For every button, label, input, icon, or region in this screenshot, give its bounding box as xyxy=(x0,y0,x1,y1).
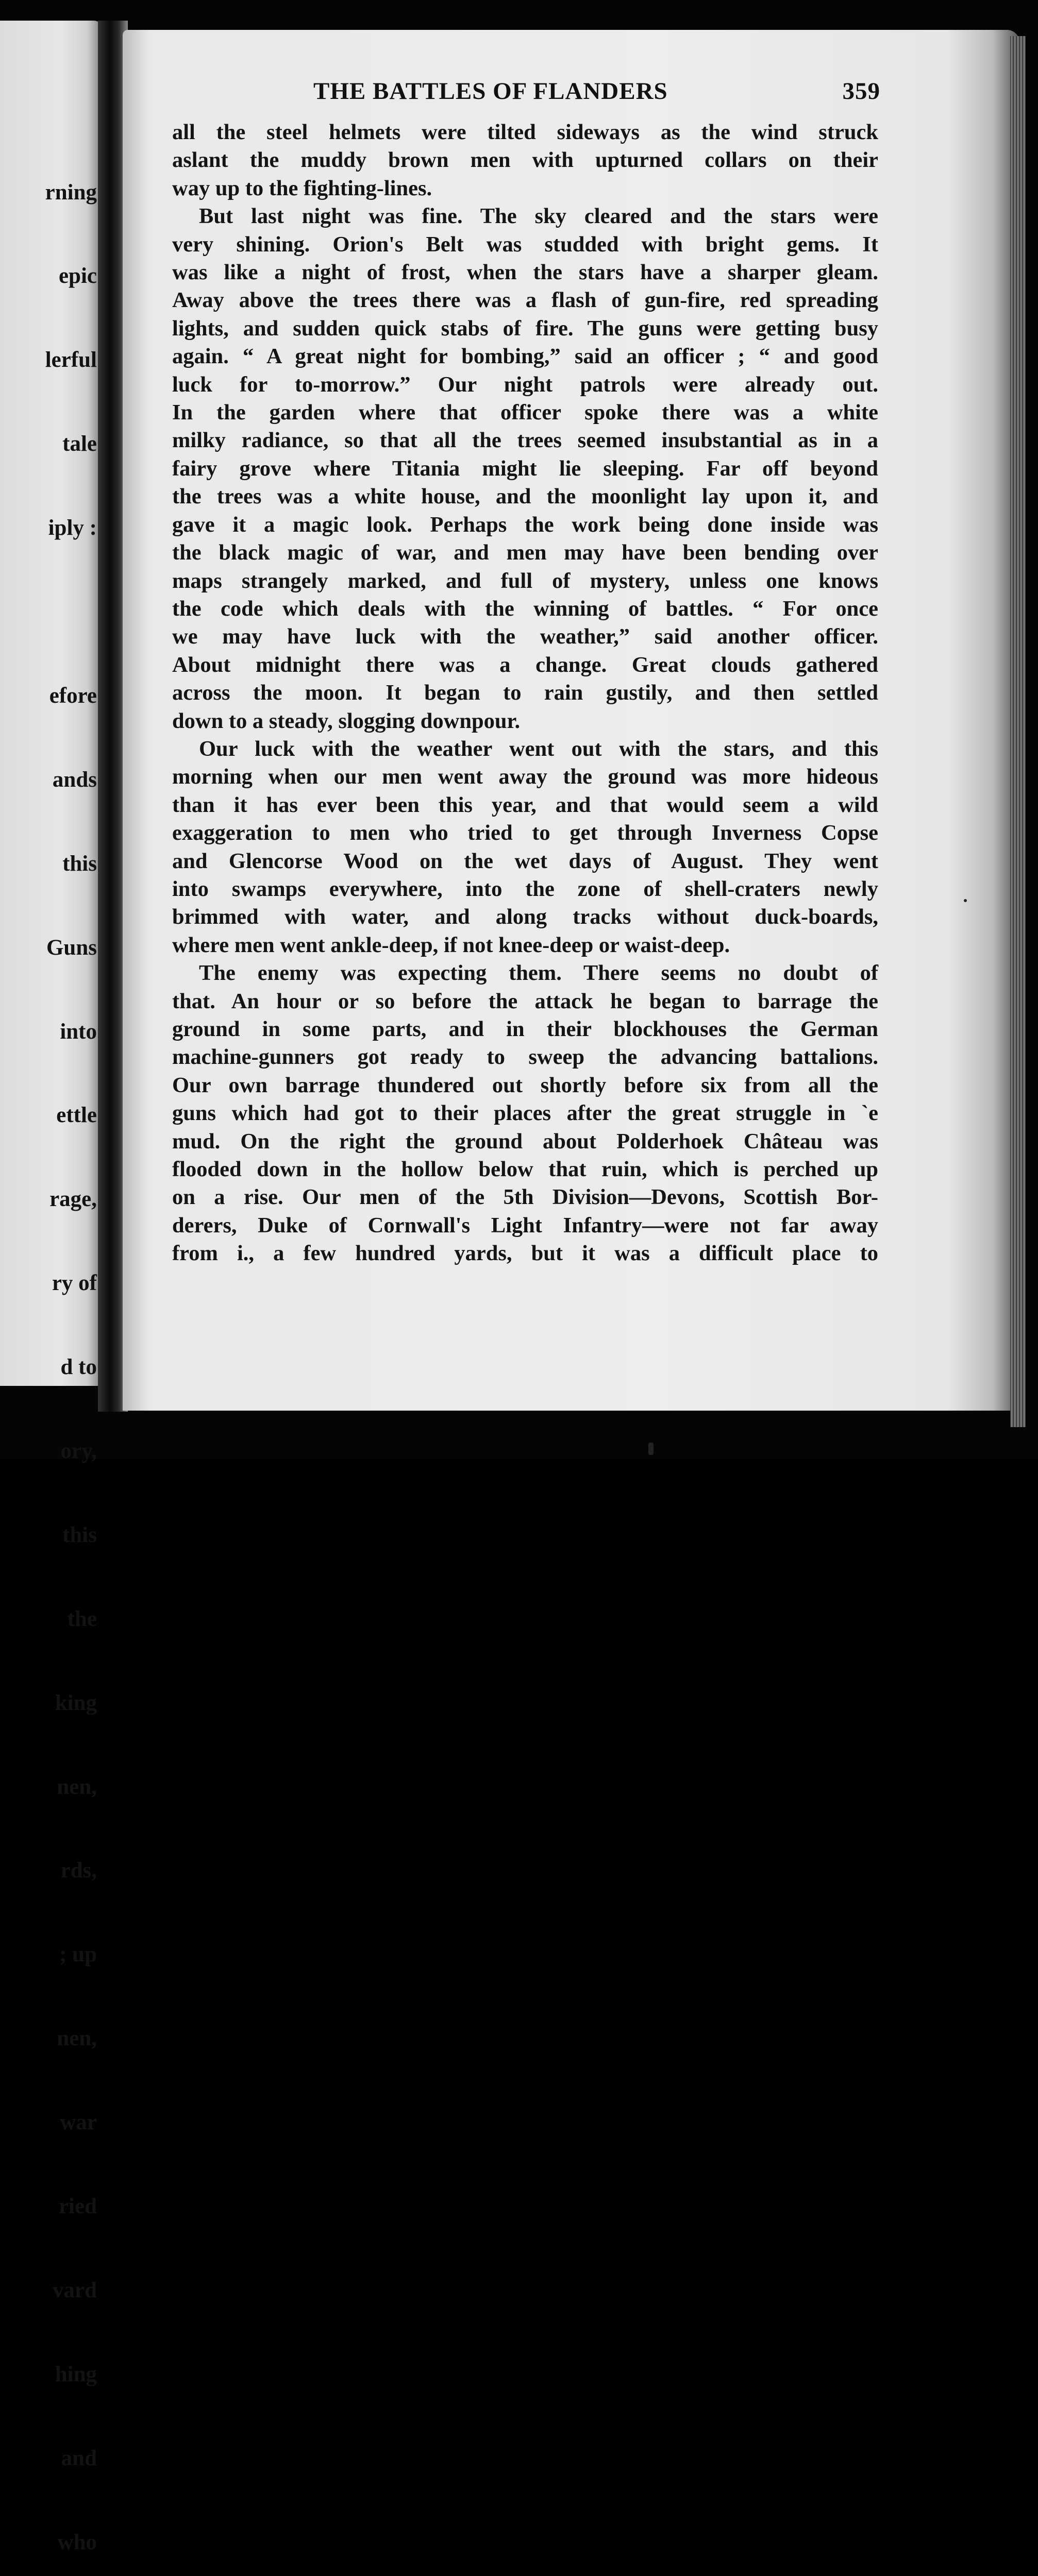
scan-speck xyxy=(648,1443,654,1455)
text-line: fairy grove where Titania might lie sleeping. Far off beyond xyxy=(172,456,878,481)
left-line: rning xyxy=(45,180,97,205)
text-line: machine-gunners got ready to sweep the advancing battalions. xyxy=(172,1045,878,1070)
text-line: on a rise. Our men of the 5th Division—Devons, Scottish Bor- xyxy=(172,1185,878,1210)
text-line: down to a steady, slogging downpour. xyxy=(172,708,521,733)
text-line: milky radiance, so that all the trees seemed insubstantial as in a xyxy=(172,428,878,453)
text-line: About midnight there was a change. Great clouds gathered xyxy=(172,652,878,677)
text-line: derers, Duke of Cornwall's Light Infantry—were not far away xyxy=(172,1213,878,1238)
left-line: iply : xyxy=(48,516,97,540)
text-line: very shining. Orion's Belt was studded with bright gems. It xyxy=(172,232,878,257)
text-line: Our own barrage thundered out shortly before six from all the xyxy=(172,1073,878,1097)
left-line: tale xyxy=(62,432,97,456)
left-line: the xyxy=(67,1606,97,1631)
left-line: lerful xyxy=(45,348,97,372)
text-line: The enemy was expecting them. There seems no doubt of xyxy=(199,961,878,986)
left-line: king xyxy=(55,1690,97,1715)
text-line: gave it a magic look. Perhaps the work being done inside was xyxy=(172,512,878,537)
left-line: vard xyxy=(53,2278,97,2302)
left-line: d to xyxy=(60,1355,97,1380)
left-line xyxy=(45,598,97,626)
text-line: In the garden where that officer spoke there was a white xyxy=(172,400,878,425)
text-line: maps strangely marked, and full of mystery, unless one knows xyxy=(172,568,878,593)
left-line: rds, xyxy=(60,1858,97,1883)
paragraph xyxy=(172,202,878,735)
paragraph xyxy=(172,735,878,959)
left-line: ry of xyxy=(52,1271,97,1296)
text-line: the trees was a white house, and the moonlight lay upon it, and xyxy=(172,484,878,509)
page-edge-stack xyxy=(1010,36,1026,1427)
text-line: flooded down in the hollow below that ruin, which is perched up xyxy=(172,1157,878,1182)
text-line: and Glencorse Wood on the wet days of August. They went xyxy=(172,849,878,873)
text-line: into swamps everywhere, into the zone of shell-craters newly xyxy=(172,876,878,901)
left-line: ory, xyxy=(60,1438,97,1463)
left-line: into xyxy=(60,1019,97,1044)
text-line: Away above the trees there was a flash of gun-fire, red spreading xyxy=(172,288,878,313)
left-line: ried xyxy=(58,2194,97,2218)
text-line: Our luck with the weather went out with the stars, and this xyxy=(199,736,878,761)
left-line: ; up xyxy=(59,1942,97,1967)
text-line: mud. On the right the ground about Polderhoek Château was xyxy=(172,1129,878,1154)
text-line: brimmed with water, and along tracks without duck-boards, xyxy=(172,905,878,929)
text-line: all the steel helmets were tilted sideways as the wind struck xyxy=(172,120,878,144)
previous-page-fragment xyxy=(0,21,103,2554)
text-line: But last night was fine. The sky cleared and the stars were xyxy=(199,204,878,229)
text-line: from i., a few hundred yards, but it was a difficult place to xyxy=(172,1241,878,1266)
left-line: ands xyxy=(52,767,97,792)
text-line: across the moon. It began to rain gustily, and then settled xyxy=(172,681,878,705)
text-line: aslant the muddy brown men with upturned collars on their xyxy=(172,148,878,173)
left-line: ettle xyxy=(56,1103,97,1128)
text-line: the black magic of war, and men may have been bending over xyxy=(172,540,878,565)
left-line: nen, xyxy=(57,1774,97,1799)
left-line: this xyxy=(62,1522,97,1547)
left-line: Guns xyxy=(46,935,97,960)
text-line: was like a night of frost, when the stars have a sharper gleam. xyxy=(172,260,878,285)
text-line: luck for to-morrow.” Our night patrols were already out. xyxy=(172,372,878,397)
text-line: again. “ A great night for bombing,” said an officer ; “ and good xyxy=(172,344,878,369)
text-line: than it has ever been this year, and that would seem a wild xyxy=(172,792,878,817)
left-line: nen, xyxy=(57,2026,97,2051)
page-body xyxy=(172,118,878,1268)
left-line: this xyxy=(62,851,97,876)
running-header xyxy=(313,77,880,105)
text-line: ground in some parts, and in their blockhouses the German xyxy=(172,1017,878,1041)
text-line: exaggeration to men who tried to get through Inverness Copse xyxy=(172,821,878,845)
text-line: the code which deals with the winning of battles. “ For once xyxy=(172,596,878,621)
page-number: 359 xyxy=(842,78,880,105)
running-title: THE BATTLES OF FLANDERS xyxy=(313,78,668,105)
left-line: efore xyxy=(49,683,97,708)
left-line: epic xyxy=(58,264,97,289)
left-line: war xyxy=(60,2110,97,2135)
text-line: that. An hour or so before the attack he began to barrage the xyxy=(172,989,878,1013)
text-line: lights, and sudden quick stabs of fire. The guns were getting busy xyxy=(172,316,878,341)
left-line: rage, xyxy=(49,1187,97,1212)
text-line: morning when our men went away the ground was more hideous xyxy=(172,765,878,789)
text-line: we may have luck with the weather,” said another officer. xyxy=(172,624,878,649)
scan-speck xyxy=(964,899,967,902)
paragraph xyxy=(172,118,878,202)
previous-page-text xyxy=(45,123,97,2576)
text-line: way up to the fighting-lines. xyxy=(172,176,432,200)
text-line: guns which had got to their places after the great struggle in `e xyxy=(172,1101,878,1126)
left-line: who xyxy=(57,2530,97,2554)
left-line: hing xyxy=(55,2362,97,2386)
paragraph xyxy=(172,959,878,1267)
text-line: where men went ankle-deep, if not knee-deep or waist-deep. xyxy=(172,933,730,957)
left-line: and xyxy=(61,2446,97,2470)
